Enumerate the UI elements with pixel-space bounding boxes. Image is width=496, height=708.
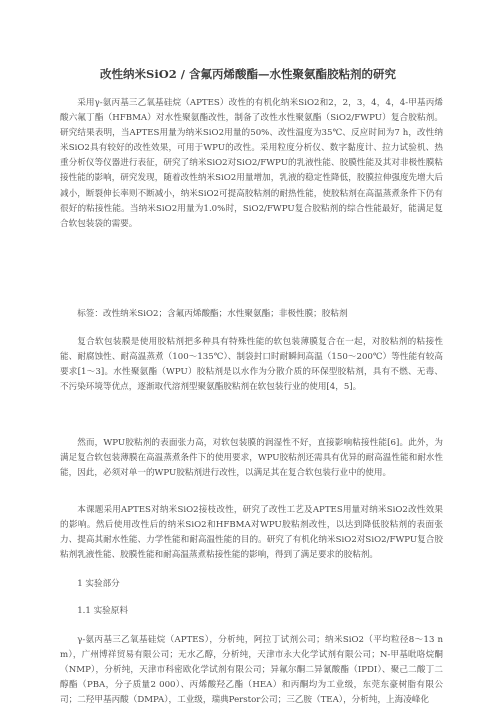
intro-paragraph-3: 本课题采用APTES对纳米SiO2接枝改性，研究了改性工艺及APTES用量对纳米SiO2改性效果的影响。然后使用改性后的纳米SiO2和HFBMA对WPU胶粘剂改性，以达到降低胶粘剂的表面张力、提高其耐水性能、力学性能和耐高温性能的目的。研究了有机化纳米SiO2对SiO2/FWPU复合胶粘剂乳液性能、胶膜性能和耐高温蒸煮粘接性能的影响，得到了满足要求的胶粘剂。 [60, 505, 443, 561]
section-heading-experimental: 1 实验部分 [77, 579, 120, 589]
subsection-heading-materials: 1.1 实验原料 [77, 606, 128, 616]
intro-paragraph-1: 复合软包装膜是使用胶粘剂把多种具有特殊性能的软包装薄膜复合在一起，对胶粘剂的粘接性能、耐腐蚀性、耐高温蒸煮（100～135℃）、制袋封口时耐瞬间高温（150～200℃）等性能有较高要求[1～3]。水性聚氨酯（WPU）胶粘剂是以水作为分散介质的环保型胶粘剂，具有不燃、无毒、不污染环境等优点，逐渐取代溶剂型聚氨酯胶粘剂在软包装行业的使用[4，5]。 [60, 337, 443, 393]
abstract-paragraph: 采用γ-氨丙基三乙氧基硅烷（APTES）改性的有机化纳米SiO2和2，2，3，4，4，4-甲基丙烯酸六氟丁酯（HFBMA）对水性聚氨酯改性，制备了改性水性聚氨酯（SiO2/FWPU）复合胶粘剂。研究结果表明，当APTES用量为纳米SiO2用量的50%、改性温度为35℃、反应时间为7 h，改性纳米SiO2具有较好的改性效果，可用于WPU的改性。采用粒度分析仪、数字黏度计、拉力试验机、热重分析仪等仪器进行表征，研究了纳米SiO2对SiO2/FWPU的乳液性能、胶膜性能及其对非极性膜粘接性能的影响，研究发现，随着改性纳米SiO2用量增加，乳液的稳定性降低，胶膜拉伸强度先增大后减小，断裂伸长率则不断减小，纳米SiO2可提高胶粘剂的耐热性能，使胶粘剂在高温蒸煮条件下仍有很好的粘接性能。当纳米SiO2用量为1.0%时，SiO2/FWPU复合胶粘剂的综合性能最好，能满足复合软包装袋的需要。 [60, 98, 443, 229]
keywords-line: 标签：改性纳米SiO2；含氟丙烯酸酯；水性聚氨酯；非极性膜；胶粘剂 [77, 309, 348, 319]
materials-paragraph: γ-氨丙基三乙氧基硅烷（APTES），分析纯，阿拉丁试剂公司；纳米SiO2（平均粒径8～13 nm），广州博祥贸易有限公司；无水乙醇，分析纯，天津市永大化学试剂有限公司；N-甲基吡咯烷酮（NMP），分析纯，天津市科密欧化学试剂有限公司；异氟尔酮二异氰酸酯（IPDI）、聚己二酸丁二醇酯（PBA，分子质量2 000）、丙烯酸羟乙酯（HEA）和丙酮均为工业级，东莞东豪树脂有限公司；二羟甲基丙酸（DMPA），工业级，瑞典Perstor公司；三乙胺（TEA），分析纯，上海凌峰化 [60, 635, 443, 706]
intro-paragraph-2: 然而，WPU胶粘剂的表面张力高，对软包装膜的润湿性不好，直接影响粘接性能[6]。此外，为满足复合软包装薄膜在高温蒸煮条件下的使用要求，WPU胶粘剂还需具有优异的耐高温性能和耐水性能，因此，必须对单一的WPU胶粘剂进行改性，以满足其在复合软包装行业中的使用。 [60, 438, 443, 479]
document-title: 改性纳米SiO2 / 含氟丙烯酸酯—水性聚氨酯胶粘剂的研究 [100, 67, 396, 81]
